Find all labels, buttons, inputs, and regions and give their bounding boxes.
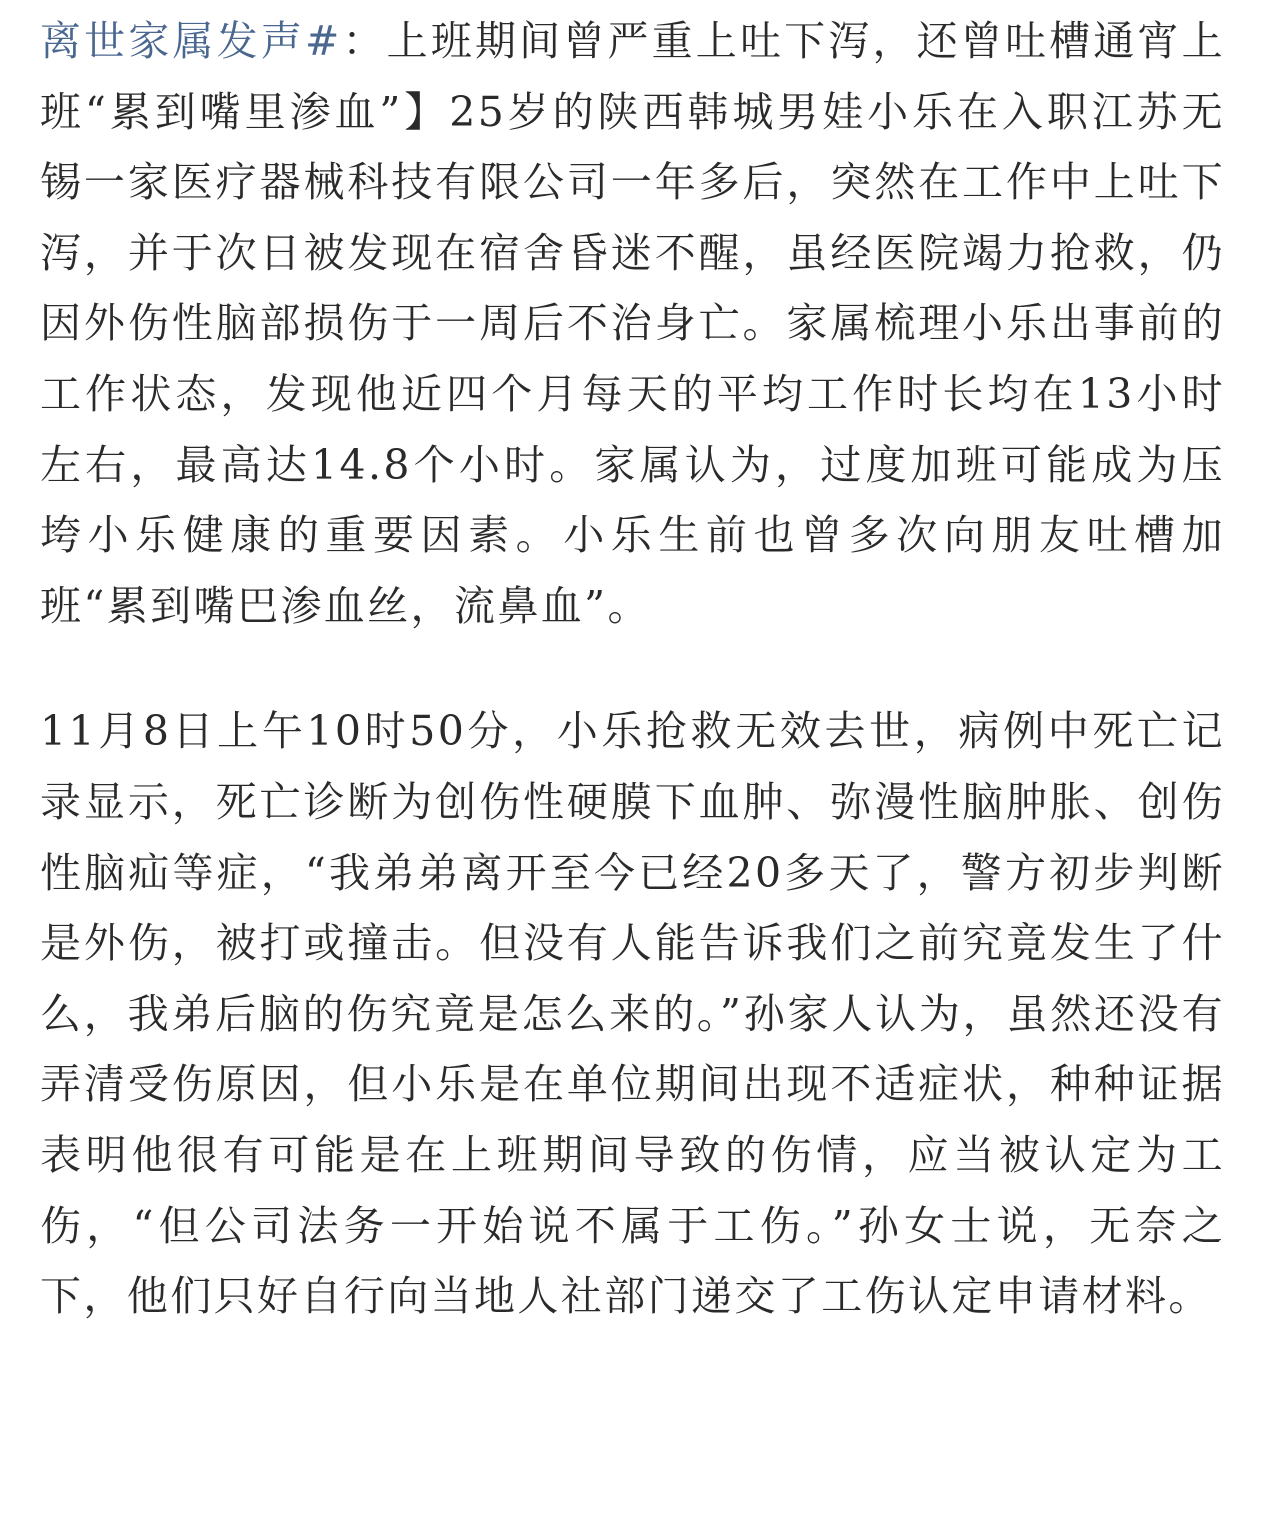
paragraph-2: 11月8日上午10时50分，小乐抢救无效去世，病例中死亡记录显示，死亡诊断为创伤性硬膜下血肿、弥漫性脑肿胀、创伤性脑疝等症，“我弟弟离开至今已经20多天了，警方初步判断是外伤，被打或撞击。但没有人能告诉我们之前究竟发生了什么，我弟后脑的伤究竟是怎么来的。”孙家人认为，虽然还没有弄清受伤原因，但小乐是在单位期间出现不适症状，种种证据表明他很有可能是在上班期间导致的伤情，应当被认定为工伤，“但公司法务一开始说不属于工伤。”孙女士说，无奈之下，他们只好自行向当地人社部门递交了工伤认定申请材料。 (40, 707, 1225, 1321)
headline-text: ：上班期间曾严重上吐下泻，还曾吐槽通宵上班“累到嘴里渗血”】 (40, 17, 1225, 136)
paragraph-1 (40, 6, 1225, 641)
article-body (40, 6, 1225, 1332)
paragraph-1-body: 25岁的陕西韩城男娃小乐在入职江苏无锡一家医疗器械科技有限公司一年多后，突然在工作中上吐下泻，并于次日被发现在宿舍昏迷不醒，虽经医院竭力抢救，仍因外伤性脑部损伤于一周后不治身亡。家属梳理小乐出事前的工作状态，发现他近四个月每天的平均工作时长均在13小时左右，最高达14.8个小时。家属认为，过度加班可能成为压垮小乐健康的重要因素。小乐生前也曾多次向朋友吐槽加班“累到嘴巴渗血丝，流鼻血”。 (40, 87, 1226, 630)
topic-hashtag-link[interactable]: 离世家属发声# (40, 17, 342, 65)
